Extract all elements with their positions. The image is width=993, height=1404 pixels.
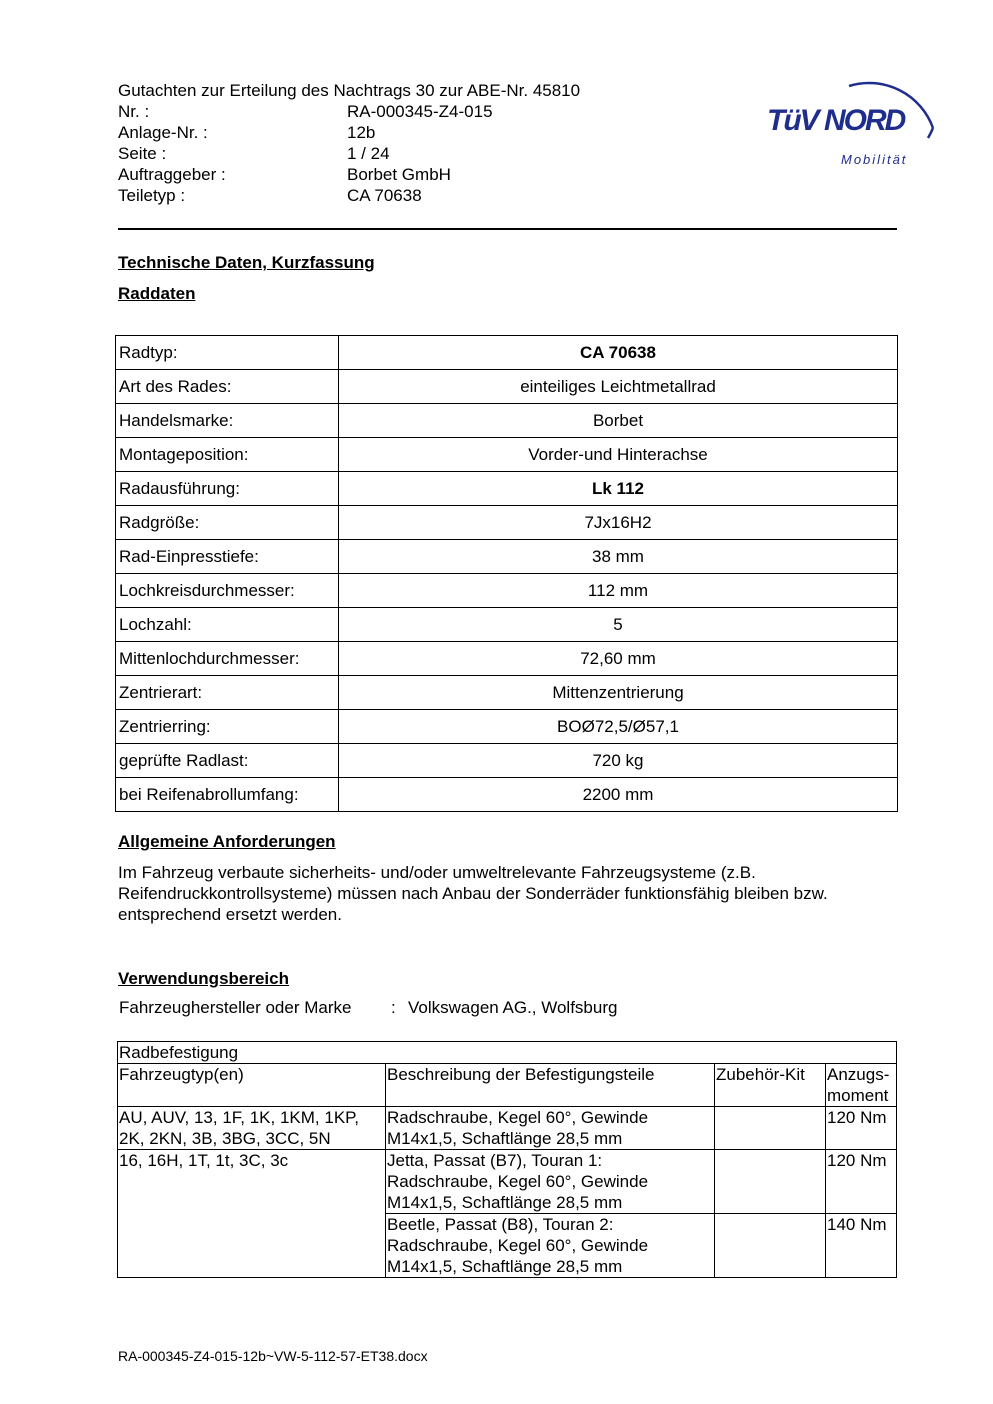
header-value: RA-000345-Z4-015 — [347, 102, 493, 121]
table-row — [116, 676, 898, 710]
table-row — [116, 438, 898, 472]
raddaten-label: Mittenlochdurchmesser: — [116, 642, 339, 676]
cell-types: AU, AUV, 13, 1F, 1K, 1KM, 1KP, 2K, 2KN, 3B, 3BG, 3CC, 5N — [118, 1107, 386, 1150]
raddaten-label: Zentrierart: — [116, 676, 339, 710]
raddaten-value: 5 — [339, 608, 898, 642]
raddaten-label: Radtyp: — [116, 336, 339, 370]
raddaten-value: 112 mm — [339, 574, 898, 608]
raddaten-table — [115, 335, 898, 812]
table-row — [118, 1150, 897, 1214]
raddaten-value: BOØ72,5/Ø57,1 — [339, 710, 898, 744]
raddaten-value: 2200 mm — [339, 778, 898, 812]
table-row — [116, 506, 898, 540]
table-header-row — [118, 1064, 897, 1107]
raddaten-value: einteiliges Leichtmetallrad — [339, 370, 898, 404]
raddaten-value: Vorder-und Hinterachse — [339, 438, 898, 472]
raddaten-label: Radgröße: — [116, 506, 339, 540]
header-label: Teiletyp : — [118, 186, 186, 205]
header-row-nr — [118, 101, 493, 122]
table-row — [116, 540, 898, 574]
cell-description: Jetta, Passat (B7), Touran 1: Radschraube, Kegel 60°, Gewinde M14x1,5, Schaftlänge 28,5 mm — [386, 1150, 715, 1214]
raddaten-label: geprüfte Radlast: — [116, 744, 339, 778]
cell-torque: 140 Nm — [826, 1214, 897, 1278]
header-value: 1 / 24 — [347, 144, 390, 163]
header-divider — [118, 228, 897, 230]
table-row — [116, 710, 898, 744]
col-header-kit: Zubehör-Kit — [715, 1064, 826, 1107]
manufacturer-separator: : — [391, 998, 396, 1017]
raddaten-label: Lochzahl: — [116, 608, 339, 642]
cell-types: 16, 16H, 1T, 1t, 3C, 3c — [118, 1150, 386, 1278]
table-row — [118, 1107, 897, 1150]
table-row — [116, 608, 898, 642]
table-row — [116, 574, 898, 608]
header-value: CA 70638 — [347, 186, 422, 205]
cell-description: Beetle, Passat (B8), Touran 2: Radschraube, Kegel 60°, Gewinde M14x1,5, Schaftlänge 28,5 mm — [386, 1214, 715, 1278]
table-title: Radbefestigung — [118, 1042, 897, 1064]
header-label: Nr. : — [118, 102, 150, 121]
manufacturer-line — [118, 997, 617, 1018]
raddaten-label: Rad-Einpresstiefe: — [116, 540, 339, 574]
raddaten-label: Radausführung: — [116, 472, 339, 506]
raddaten-value: CA 70638 — [339, 336, 898, 370]
header-row-seite — [118, 143, 390, 164]
header-label: Anlage-Nr. : — [118, 123, 208, 142]
raddaten-value: 72,60 mm — [339, 642, 898, 676]
allgemeine-paragraph — [118, 862, 908, 925]
footer-filename: RA-000345-Z4-015-12b~VW-5-112-57-ET38.docx — [118, 1348, 428, 1364]
section-raddaten: Raddaten — [118, 284, 196, 303]
table-row — [116, 472, 898, 506]
cell-kit — [715, 1150, 826, 1214]
raddaten-value: Borbet — [339, 404, 898, 438]
raddaten-label: Zentrierring: — [116, 710, 339, 744]
raddaten-label: Art des Rades: — [116, 370, 339, 404]
cell-kit — [715, 1107, 826, 1150]
manufacturer-label: Fahrzeughersteller oder Marke — [119, 998, 352, 1017]
header-row-auftraggeber — [118, 164, 451, 185]
cell-torque: 120 Nm — [826, 1150, 897, 1214]
header-row-anlage — [118, 122, 375, 143]
table-row — [116, 744, 898, 778]
raddaten-value: 7Jx16H2 — [339, 506, 898, 540]
header-value: 12b — [347, 123, 376, 142]
radbefestigung-table — [117, 1041, 897, 1278]
table-row — [116, 336, 898, 370]
raddaten-label: bei Reifenabrollumfang: — [116, 778, 339, 812]
manufacturer-value: Volkswagen AG., Wolfsburg — [408, 998, 618, 1017]
table-row — [116, 370, 898, 404]
raddaten-value: 720 kg — [339, 744, 898, 778]
table-row — [116, 778, 898, 812]
logo-subtitle: Mobilität — [841, 152, 908, 167]
cell-torque: 120 Nm — [826, 1107, 897, 1150]
logo-wordmark: TüV NORD — [767, 104, 905, 137]
header-label: Auftraggeber : — [118, 165, 226, 184]
section-allgemeine-anforderungen: Allgemeine Anforderungen — [118, 832, 336, 851]
raddaten-label: Lochkreisdurchmesser: — [116, 574, 339, 608]
raddaten-label: Montageposition: — [116, 438, 339, 472]
paragraph-line: entsprechend ersetzt werden. — [118, 905, 342, 924]
col-header-types: Fahrzeugtyp(en) — [118, 1064, 386, 1107]
col-header-torque: Anzugs- moment — [826, 1064, 897, 1107]
raddaten-value: Lk 112 — [339, 472, 898, 506]
paragraph-line: Im Fahrzeug verbaute sicherheits- und/oder umweltrelevante Fahrzeugsysteme (z.B. — [118, 863, 756, 882]
col-header-description: Beschreibung der Befestigungsteile — [386, 1064, 715, 1107]
header-label: Seite : — [118, 144, 167, 163]
cell-kit — [715, 1214, 826, 1278]
table-row — [116, 404, 898, 438]
cell-description: Radschraube, Kegel 60°, Gewinde M14x1,5, Schaftlänge 28,5 mm — [386, 1107, 715, 1150]
raddaten-value: Mittenzentrierung — [339, 676, 898, 710]
header-row-teiletyp — [118, 185, 422, 206]
table-row — [116, 642, 898, 676]
document-title: Gutachten zur Erteilung des Nachtrags 30 zur ABE-Nr. 45810 — [118, 81, 581, 100]
section-technische-daten: Technische Daten, Kurzfassung — [118, 253, 375, 272]
raddaten-value: 38 mm — [339, 540, 898, 574]
raddaten-label: Handelsmarke: — [116, 404, 339, 438]
tuev-nord-logo — [763, 58, 943, 173]
table-title-row — [118, 1042, 897, 1064]
paragraph-line: Reifendruckkontrollsysteme) müssen nach Anbau der Sonderräder funktionsfähig bleiben bzw. — [118, 884, 828, 903]
header-value: Borbet GmbH — [347, 165, 451, 184]
section-verwendungsbereich: Verwendungsbereich — [118, 969, 289, 988]
